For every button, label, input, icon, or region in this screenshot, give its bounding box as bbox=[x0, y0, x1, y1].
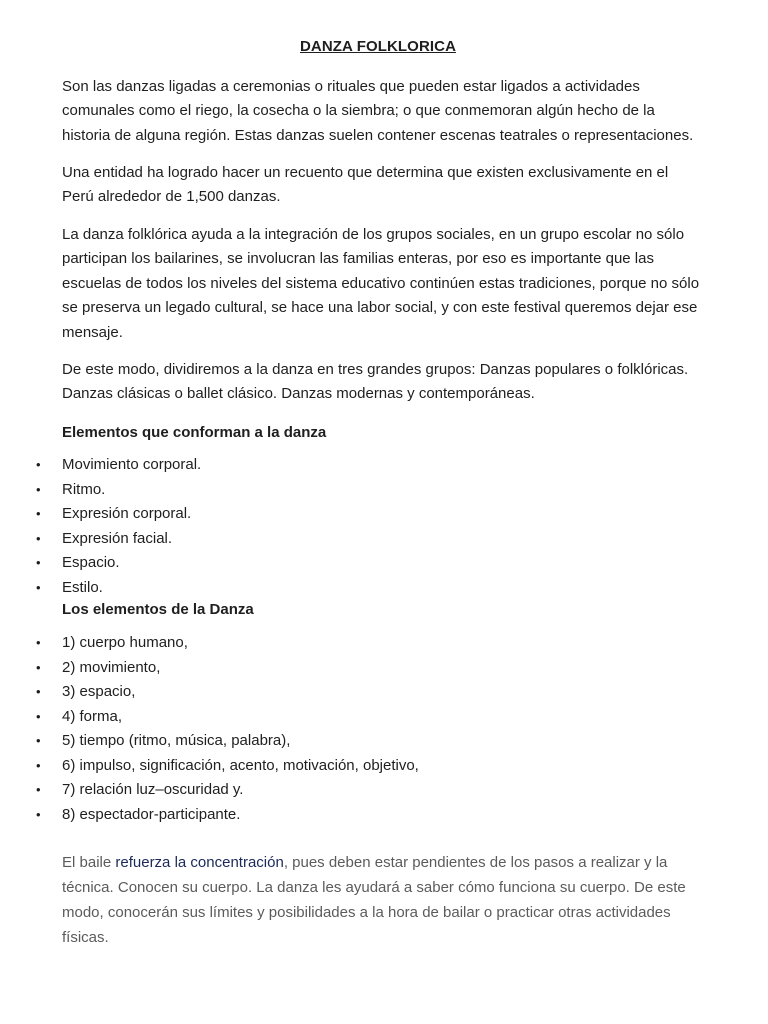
list-item-text: Espacio. bbox=[62, 554, 120, 571]
list-item-text: Expresión corporal. bbox=[62, 505, 192, 522]
list-item bbox=[36, 478, 201, 503]
list-item-text: 1) cuerpo humano, bbox=[62, 634, 188, 651]
list-item bbox=[36, 729, 419, 754]
bullet-icon: • bbox=[36, 757, 41, 773]
los-elementos-list bbox=[36, 631, 419, 827]
list-item-text: Ritmo. bbox=[62, 480, 106, 498]
list-item bbox=[36, 576, 201, 601]
list-item bbox=[36, 631, 419, 656]
list-item-text: 3) espacio, bbox=[62, 683, 136, 700]
list-item bbox=[36, 680, 419, 705]
list-item bbox=[36, 705, 419, 730]
list-item-text: 6) impulso, significación, acento, motivación, objetivo, bbox=[62, 756, 419, 774]
list-item-text: 7) relación luz–oscuridad y. bbox=[62, 781, 244, 798]
paragraph-integration: La danza folklórica ayuda a la integración de los grupos sociales, en un grupo escolar no sólo participan los bailarines, se involucran las familias enteras, por eso es importante que las escuelas de todos los niveles del sistema educativo continúen estas tradiciones, porque no sólo se preserva un legado cultural, se hace una labor social, y con este festival queremos dejar ese mensaje. bbox=[62, 226, 700, 341]
bullet-icon: • bbox=[36, 635, 41, 650]
bullet-icon: • bbox=[36, 457, 41, 472]
bullet-icon: • bbox=[36, 708, 41, 724]
bullet-icon: • bbox=[36, 659, 41, 675]
bullet-icon: • bbox=[36, 806, 41, 822]
list-item bbox=[36, 527, 201, 552]
list-item bbox=[36, 551, 201, 576]
concentration-link[interactable]: refuerza la concentración bbox=[115, 854, 284, 871]
list-item-text: 4) forma, bbox=[62, 707, 123, 725]
bullet-icon: • bbox=[36, 684, 41, 699]
closing-text-after: , pues deben estar pendientes de los pasos a realizar y la técnica. Conocen su cuerpo. La danza les ayudará a saber cómo funciona su cuerpo. De este modo, conocerán sus límites y posibilidades a la hora de bailar o practicar otras actividades físicas. bbox=[62, 854, 686, 946]
list-item bbox=[36, 778, 419, 803]
paragraph-intro: Son las danzas ligadas a ceremonias o rituales que pueden estar ligados a actividades comunales como el riego, la cosecha o la siembra; o que conmemoran algún hecho de la historia de alguna región. Estas danzas suelen contener escenas teatrales o representaciones. bbox=[62, 78, 694, 144]
bullet-icon: • bbox=[36, 579, 41, 595]
list-item bbox=[36, 803, 419, 828]
bullet-icon: • bbox=[36, 530, 41, 546]
bullet-icon: • bbox=[36, 506, 41, 521]
section-heading-los-elementos: Los elementos de la Danza bbox=[62, 601, 254, 618]
list-item bbox=[36, 656, 419, 681]
list-item-text: Movimiento corporal. bbox=[62, 456, 202, 473]
list-item bbox=[36, 453, 201, 478]
bullet-icon: • bbox=[36, 481, 41, 497]
document-title: DANZA FOLKLORICA bbox=[299, 38, 457, 55]
elementos-list bbox=[36, 453, 201, 600]
list-item-text: 8) espectador-participante. bbox=[62, 805, 241, 823]
paragraph-count: Una entidad ha logrado hacer un recuento que determina que existen exclusivamente en el Perú alrededor de 1,500 danzas. bbox=[62, 164, 669, 206]
closing-text-before: El baile bbox=[62, 854, 116, 871]
list-item-text: Expresión facial. bbox=[62, 529, 173, 547]
section-heading-elementos: Elementos que conforman a la danza bbox=[62, 424, 327, 441]
list-item bbox=[36, 502, 201, 527]
bullet-icon: • bbox=[36, 733, 41, 748]
bullet-icon: • bbox=[36, 555, 41, 570]
list-item-text: 2) movimiento, bbox=[62, 658, 161, 676]
list-item bbox=[36, 754, 419, 779]
list-item-text: Estilo. bbox=[62, 578, 103, 596]
list-item-text: 5) tiempo (ritmo, música, palabra), bbox=[62, 732, 291, 749]
closing-paragraph bbox=[62, 850, 692, 950]
paragraph-groups: De este modo, dividiremos a la danza en tres grandes grupos: Danzas populares o folklóricas. Danzas clásicas o ballet clásico. Danzas modernas y contemporáneas. bbox=[62, 361, 689, 403]
bullet-icon: • bbox=[36, 782, 41, 797]
